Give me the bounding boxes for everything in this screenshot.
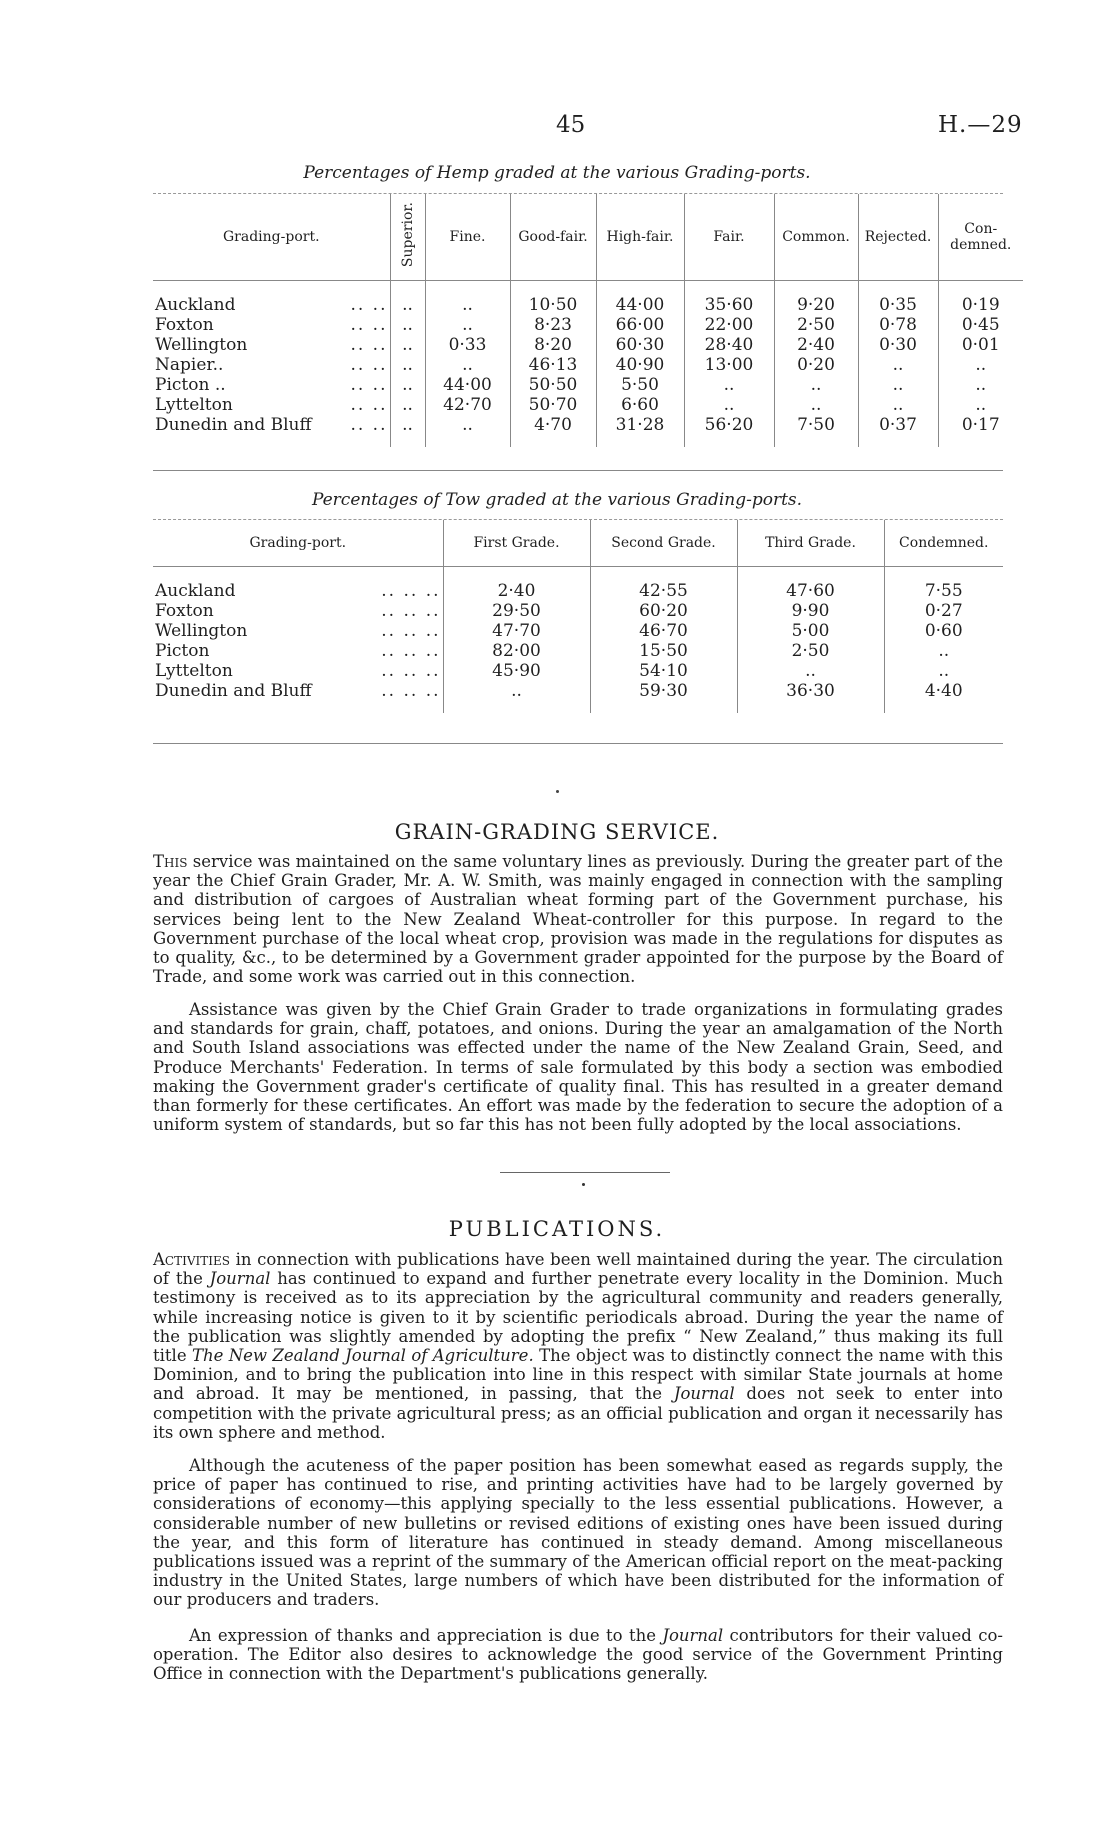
percentage-cell: 8·23 [510,315,596,335]
percentage-cell: .. [425,355,510,375]
percentage-cell: 60·30 [596,335,684,355]
leader-dots: .. .. .. [381,680,441,701]
percentage-cell: .. [425,315,510,335]
column-header: Second Grade. [590,520,737,566]
grading-port-cell: Foxton .. .. [155,314,388,335]
table-row [153,355,1023,375]
percentage-cell: 56·20 [684,415,774,435]
leader-dots: .. .. [350,414,388,435]
percentage-cell: 6·60 [596,395,684,415]
percentage-cell: 40·90 [596,355,684,375]
percentage-cell: 0·37 [858,415,938,435]
percentage-cell: 0·01 [938,335,1023,355]
percentage-cell: .. [938,355,1023,375]
print-speck [556,790,559,793]
column-header: Fine. [425,194,510,280]
grading-port-cell: Wellington .. .. [155,334,388,355]
percentage-cell: 5·50 [596,375,684,395]
percentage-cell: 0·17 [938,415,1023,435]
percentage-cell: .. [858,395,938,415]
leader-dots: .. .. [350,314,388,335]
table-row [153,681,1003,701]
percentage-cell: .. [390,355,425,375]
column-header: Condemned. [884,520,1003,566]
percentage-cell: 4·70 [510,415,596,435]
column-header: High-fair. [596,194,684,280]
percentage-cell: 2·40 [443,581,590,601]
leader-dots: .. .. [350,294,388,315]
table-row [153,661,1003,681]
percentage-cell: 35·60 [684,295,774,315]
leader-dots: .. .. .. [381,660,441,681]
percentage-cell: .. [390,315,425,335]
publications-paragraph-2: Although the acuteness of the paper position has been somewhat eased as regards supply, the price of paper has continued to rise, and printing activities have had to be largely governed by considerations of economy—this applying specially to the less essential publications. However, a considerable number of new bulletins or revised editions of existing ones have been issued during the year, and this form of literature has continued in steady demand. Among miscellaneous publications issued was a reprint of the summary of the American official report on the meat-packing industry in the United States, large numbers of which have been distributed for the information of our producers and traders. [153,1456,1003,1610]
percentage-cell: .. [774,375,858,395]
percentage-cell: 7·55 [884,581,1003,601]
percentage-cell: 46·70 [590,621,737,641]
column-header: Grading-port. [153,194,390,280]
percentage-cell: 44·00 [425,375,510,395]
column-header: Rejected. [858,194,938,280]
percentage-cell: 5·00 [737,621,884,641]
column-header: Common. [774,194,858,280]
percentage-cell: 13·00 [684,355,774,375]
table-row [153,601,1003,621]
percentage-cell: 0·30 [858,335,938,355]
percentage-cell: 0·60 [884,621,1003,641]
percentage-cell: 66·00 [596,315,684,335]
percentage-cell: 28·40 [684,335,774,355]
percentage-cell: 0·45 [938,315,1023,335]
leader-dots: .. .. [350,374,388,395]
table-row [153,415,1023,435]
percentage-cell: 82·00 [443,641,590,661]
percentage-cell: .. [858,375,938,395]
table-row [153,315,1023,335]
tow-table-caption: Percentages of Tow graded at the various Grading-ports. [311,490,803,510]
percentage-cell: .. [425,295,510,315]
percentage-cell: .. [390,415,425,435]
grading-port-cell: Lyttelton .. .. .. [155,660,441,681]
percentage-cell: 0·33 [425,335,510,355]
grain-grading-paragraph-2: Assistance was given by the Chief Grain Grader to trade organizations in formulating grades and standards for grain, chaff, potatoes, and onions. During the year an amalgamation of the North and South Island associations was effected under the name of the New Zealand Grain, Seed, and Produce Merchants' Federation. In terms of sale formulated by this body a section was embodied making the Government grader's certificate of quality final. This has resulted in a greater demand than formerly for these certificates. An effort was made by the federation to secure the adoption of a uniform system of standards, but so far this has not been fully adopted by the local associations. [153,1000,1003,1135]
percentage-cell: 42·70 [425,395,510,415]
page-number: 45 [556,112,586,138]
percentage-cell: 45·90 [443,661,590,681]
percentage-cell: 42·55 [590,581,737,601]
publications-paragraph-3: An expression of thanks and appreciation is due to the Journal contributors for their valued co-operation. The Editor also desires to acknowledge the good service of the Government Printing Office in connection with the Department's publications generally. [153,1626,1003,1684]
column-header: Third Grade. [737,520,884,566]
percentage-cell: 8·20 [510,335,596,355]
publications-paragraph-1: Activities in connection with publications have been well maintained during the year. The circulation of the Journal has continued to expand and further penetrate every locality in the Dominion. Much testimony is received as to its appreciation by the agricultural community and readers generally, while increasing notice is given to it by scientific periodicals abroad. During the year the name of the publication was slightly amended by adopting the prefix “ New Zealand,” thus making its full title The New Zealand Journal of Agriculture. The object was to distinctly connect the name with this Dominion, and to bring the publication into line in this respect with similar State journals at home and abroad. It may be mentioned, in passing, that the Journal does not seek to enter into competition with the private agricultural press; as an official publication and organ it necessarily has its own sphere and method. [153,1250,1003,1442]
leader-dots: .. .. .. [381,640,441,661]
percentage-cell: 46·13 [510,355,596,375]
percentage-cell: 60·20 [590,601,737,621]
hemp-grading-table [153,194,1023,447]
percentage-cell: .. [443,681,590,701]
percentage-cell: .. [938,375,1023,395]
column-header: Grading-port. [153,520,443,566]
percentage-cell: 50·70 [510,395,596,415]
percentage-cell: 31·28 [596,415,684,435]
tow-grading-table [153,520,1003,713]
percentage-cell: .. [390,335,425,355]
grain-grading-heading: GRAIN-GRADING SERVICE. [394,820,720,844]
column-header: Superior. [390,194,425,280]
report-code: H.—29 [938,112,1023,138]
percentage-cell: 7·50 [774,415,858,435]
percentage-cell: 9·20 [774,295,858,315]
column-header: Good-fair. [510,194,596,280]
percentage-cell: 15·50 [590,641,737,661]
publications-heading: PUBLICATIONS. [448,1217,666,1241]
leader-dots: .. .. [350,354,388,375]
percentage-cell: .. [390,295,425,315]
percentage-cell: .. [884,661,1003,681]
leader-dots: .. .. .. [381,620,441,641]
column-header: Fair. [684,194,774,280]
leader-dots: .. .. [350,394,388,415]
percentage-cell: 2·40 [774,335,858,355]
percentage-cell: .. [774,395,858,415]
grading-port-cell: Picton .. .. .. [155,374,388,395]
hemp-table-caption: Percentages of Hemp graded at the various Grading-ports. [303,163,811,183]
percentage-cell: 0·20 [774,355,858,375]
table-row [153,335,1023,355]
percentage-cell: 2·50 [737,641,884,661]
section-divider [500,1172,670,1173]
table-row [153,641,1003,661]
grading-port-cell: Lyttelton .. .. [155,394,388,415]
percentage-cell: .. [684,375,774,395]
grading-port-cell: Dunedin and Bluff .. .. .. [155,680,441,701]
leader-dots: .. .. .. [381,580,441,601]
percentage-cell: .. [884,641,1003,661]
percentage-cell: 50·50 [510,375,596,395]
percentage-cell: .. [737,661,884,681]
hemp-table-bottom-rule [153,470,1003,471]
divider-dot [582,1183,585,1186]
percentage-cell: 59·30 [590,681,737,701]
percentage-cell: 4·40 [884,681,1003,701]
table-row [153,375,1023,395]
percentage-cell: .. [390,395,425,415]
grading-port-cell: Auckland .. .. [155,294,388,315]
percentage-cell: 2·50 [774,315,858,335]
percentage-cell: 0·35 [858,295,938,315]
percentage-cell: 10·50 [510,295,596,315]
table-row [153,395,1023,415]
grading-port-cell: Napier.. .. .. [155,354,388,375]
percentage-cell: 0·78 [858,315,938,335]
leader-dots: .. .. [350,334,388,355]
percentage-cell: .. [684,395,774,415]
percentage-cell: .. [858,355,938,375]
percentage-cell: .. [425,415,510,435]
percentage-cell: 29·50 [443,601,590,621]
leader-dots: .. .. .. [381,600,441,621]
tow-table-bottom-rule [153,743,1003,744]
table-row [153,581,1003,601]
percentage-cell: 47·70 [443,621,590,641]
percentage-cell: 47·60 [737,581,884,601]
percentage-cell: 54·10 [590,661,737,681]
grading-port-cell: Wellington .. .. .. [155,620,441,641]
column-header: First Grade. [443,520,590,566]
grain-grading-paragraph-1: This service was maintained on the same voluntary lines as previously. During the greater part of the year the Chief Grain Grader, Mr. A. W. Smith, was mainly engaged in connection with the sampling and distribution of cargoes of Australian wheat forming part of the Government purchase, his services being lent to the New Zealand Wheat-controller for this purpose. In regard to the Government purchase of the local wheat crop, provision was made in the regulations for disputes as to quality, &c., to be determined by a Government grader appointed for the purpose by the Board of Trade, and some work was carried out in this connection. [153,852,1003,987]
column-header: Con-demned. [938,194,1023,280]
table-row [153,295,1023,315]
percentage-cell: 44·00 [596,295,684,315]
percentage-cell: 0·19 [938,295,1023,315]
percentage-cell: 9·90 [737,601,884,621]
percentage-cell: 36·30 [737,681,884,701]
grading-port-cell: Foxton .. .. .. [155,600,441,621]
table-row [153,621,1003,641]
grading-port-cell: Dunedin and Bluff .. .. [155,414,388,435]
grading-port-cell: Auckland .. .. .. [155,580,441,601]
percentage-cell: .. [390,375,425,395]
grading-port-cell: Picton .. .. .. [155,640,441,661]
percentage-cell: 0·27 [884,601,1003,621]
percentage-cell: 22·00 [684,315,774,335]
percentage-cell: .. [938,395,1023,415]
